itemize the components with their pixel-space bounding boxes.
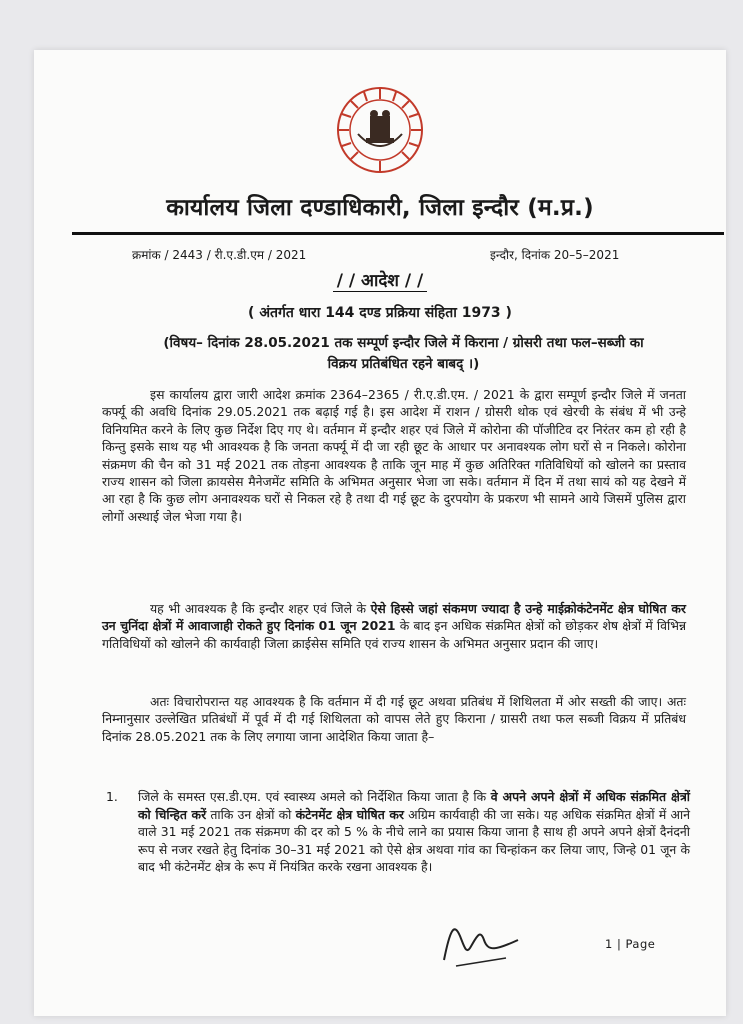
header-divider <box>72 232 724 235</box>
order-heading <box>34 268 726 291</box>
handwritten-signature <box>436 910 526 970</box>
list-item-body <box>138 788 690 876</box>
list-item-number: 1. <box>106 789 118 804</box>
paragraph-3: अतः विचारोपरान्त यह आवश्यक है कि वर्तमान में दी गई छूट अथवा प्रतिबंध में शिथिलता में ओर सख्ती की जाए। अतः निम्नानुसार उल्लेखित प्रतिबंधों में पूर्व में दी गई शिथिलता को वापस लेते हुए किराना / ग्रासरी तथा फल सब्जी विक्रय में प्रतिबंध दिनांक 28.05.2021 तक के लिए लगाया जाना आदेशित किया जाता है– <box>102 694 686 744</box>
paragraph-2-text-a: यह भी आवश्यक है कि इन्दौर शहर एवं जिले के <box>150 601 371 616</box>
item-text-e: अग्रिम कार्यवाही की जा सके। यह अधिक संक्रमित क्षेत्रों में आने वाले 31 मई 2021 तक संक्रमण की दर को 5 % के नीचे लाने का प्रयास किया जाना है साथ ही अपने अपने क्षेत्रों दैनंदनी रूप से नजर रखते हेतु दिनांक 30–31 मई 2021 को ऐसे क्षेत्र अथवा गांव का चिन्हांकन कर लिया जाए, जिन्हे 01 जून के बाद भी कंटेनमेंट क्षेत्र के रूप में नियंत्रित करके रखना आवश्यक है। <box>138 806 690 875</box>
subject-line: (विषय– दिनांक 28.05.2021 तक सम्पूर्ण इन्दौर जिले में किराना / ग्रोसरी तथा फल–सब्जी का विक्रय प्रतिबंधित रहने बाबद् ।) <box>163 335 644 372</box>
mp-government-emblem-icon <box>336 86 424 174</box>
page-number: 1 | Page <box>605 937 656 951</box>
list-item <box>106 788 690 876</box>
place-date: इन्दौर, दिनांक 20–5–2021 <box>490 248 620 262</box>
paragraph-1: इस कार्यालय द्वारा जारी आदेश क्रमांक 2364–2365 / री.ए.डी.एम. / 2021 के द्वारा सम्पूर्ण इन्दौर जिले में जनता कर्फ्यू की अवधि दिनांक 29.05.2021 तक बढ़ाई गई है। इस आदेश में राशन / ग्रोसरी थोक एवं खेरची के संबंध में भी उन्हे विनियमित करने के लिए कुछ निर्देश दिए गए थे। वर्तमान में इन्दौर शहर एवं जिले में कोरोना की पॉजीटिव दर निरंतर कम हो रही है किन्तु इसके साथ यह भी आवश्यक है कि जनता कर्फ्यू में दी जा रही छूट के आधार पर अनावश्यक लोग घरों से न निकले। कोरोना संक्रमण की चैन को 31 मई 2021 तक तोड़ना आवश्यक है ताकि जून माह में कुछ अतिरिक्त गतिविधियों को खोलने का प्रस्ताव राज्य शासन को जिला क्रायसेस मैनेजमेंट समिति के अभिमत अनुसार भेजा जा सके। वर्तमान में दिन में तथा सायं को यह देखने में आ रहा है कि कुछ लोग अनावश्यक घरों से निकल रहे है तथा दी गई छूट के दुरपयोग के प्रकरण भी सामने आये जिसमें पुलिस द्वारा लोगों अस्थाई जेल भेजा गया है। <box>102 387 686 524</box>
office-title: कार्यालय जिला दण्डाधिकारी, जिला इन्दौर (म.प्र.) <box>166 195 594 221</box>
item-bold-d: कंटेनमेंट क्षेत्र घोषित कर <box>295 806 404 822</box>
paragraph-2-bold: ऐसे हिस्से जहां संकमण ज्यादा है उन्हे माईक्रोकंटेनमेंट क्षेत्र घोषित कर उन चुनिंदा क्षेत्रों में आवाजाही रोकते हुए दिनांक 01 जून 2021 <box>102 601 686 634</box>
section-reference: ( अंतर्गत धारा 144 दण्ड प्रक्रिया संहिता 1973 ) <box>248 305 512 321</box>
document-page <box>34 50 726 1016</box>
item-text-a: जिले के समस्त एस.डी.एम. एवं स्वास्थ्य अमले को निर्देशित किया जाता है कि <box>138 789 491 804</box>
item-text-c: ताकि उन क्षेत्रों को <box>206 806 296 822</box>
order-heading-text: / / आदेश / / <box>333 271 427 292</box>
item-bold-b: वे अपने अपने क्षेत्रों में अधिक संक्रमित क्षेत्रों को चिन्हित करें <box>138 789 690 822</box>
reference-number: क्रमांक / 2443 / री.ए.डी.एम / 2021 <box>132 248 307 262</box>
paragraph-2-text-c: के बाद इन अधिक संक्रमित क्षेत्रों को छोड़कर शेष क्षेत्रों में विभिन्न गतिविधियों को खोलने की कार्यवाही जिला क्राईसेस समिति एवं राज्य शासन के अभिमत अनुसार प्रदान की जाए। <box>102 618 687 651</box>
paragraph-2 <box>102 600 686 652</box>
